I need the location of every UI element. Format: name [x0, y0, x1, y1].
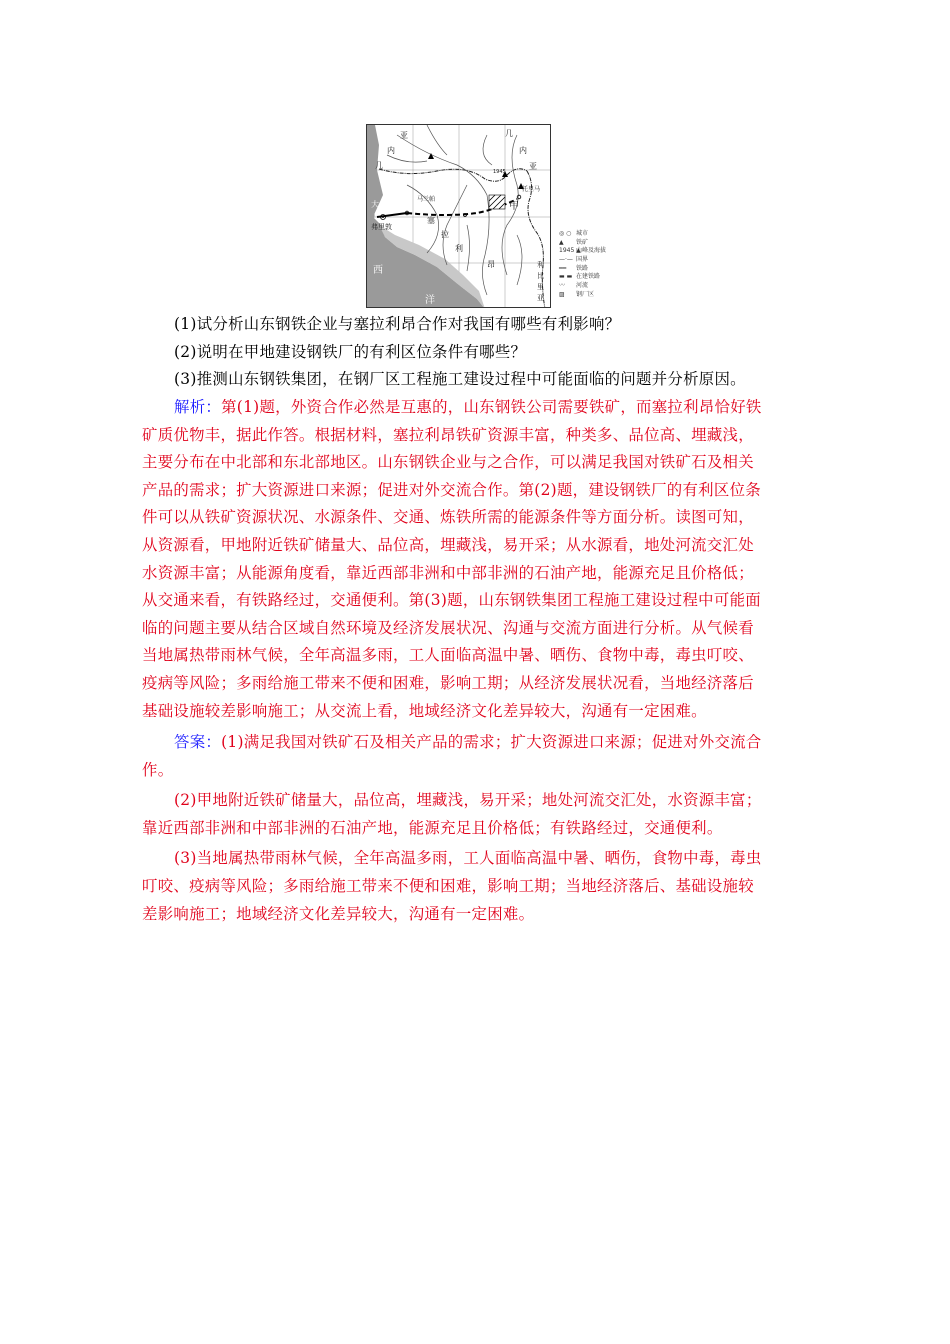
legend-item	[559, 273, 607, 282]
analysis-line: 临的问题主要从结合区域自然环境及经济发展状况、沟通与交流方面进行分析。从气候看	[142, 618, 754, 637]
map-label: 洋	[425, 295, 435, 306]
legend-symbol: ◎ ○	[559, 230, 572, 237]
analysis-line: 产品的需求；扩大资源进口来源；促进对外交流合作。第(2)题，建设钢铁厂的有利区位条	[142, 480, 761, 499]
legend-label: 国界	[576, 256, 589, 264]
answer-line: 叮咬、疫病等风险；多雨给施工带来不便和困难，影响工期；当地经济落后、基础设施较	[142, 876, 754, 895]
legend-label: 钢厂区	[576, 290, 595, 298]
legend-label: 铁矿	[576, 238, 589, 246]
map-label: 1945	[493, 169, 506, 175]
analysis-line: 基础设施较差影响施工；从交流上看，地域经济文化差异较大，沟通有一定困难。	[142, 701, 707, 720]
map-label: 西	[373, 265, 383, 276]
analysis-line: 疫病等风险；多雨给施工带来不便和困难，影响工期；从经济发展状况看，当地经济落后	[142, 673, 754, 692]
analysis-line: 从资源看，甲地附近铁矿储量大、品位高，埋藏浅，易开采；从水源看，地处河流交汇处	[142, 535, 754, 554]
legend-symbol: ▲	[559, 238, 564, 246]
legend-item	[559, 230, 607, 239]
legend-label: 河流	[576, 282, 589, 290]
map-label: 弗里敦	[371, 223, 392, 231]
legend-label: 在建铁路	[576, 273, 601, 281]
question-3: (3)推测山东钢铁集团，在钢厂区工程施工建设过程中可能面临的问题并分析原因。	[174, 370, 746, 389]
legend-label: 铁路	[576, 264, 589, 272]
map-label: 里	[537, 283, 544, 291]
map-svg	[367, 125, 551, 308]
legend-symbol: ▬ ▬	[559, 273, 573, 281]
analysis-line: 当地属热带雨林气候，全年高温多雨，工人面临高温中暑、晒伤、食物中毒，毒虫叮咬、	[142, 646, 754, 665]
question-2: (2)说明在甲地建设钢铁厂的有利区位条件有哪些？	[174, 342, 527, 361]
map-label: 亚	[537, 294, 544, 302]
answer-line: (2)甲地附近铁矿储量大，品位高，埋藏浅，易开采；地处河流交汇处，水资源丰富；	[174, 791, 762, 810]
sierra-leone-map	[366, 124, 606, 308]
map-label: 利	[455, 244, 463, 253]
analysis-block	[142, 394, 810, 725]
legend-item	[559, 247, 607, 256]
legend-symbol: 〰	[559, 282, 566, 290]
map-label: 拉	[441, 230, 449, 239]
answer-line: 作。	[142, 760, 174, 779]
question-1: (1)试分析山东钢铁企业与塞拉利昂合作对我国有哪些有利影响？	[174, 315, 621, 333]
analysis-line: 主要分布在中北部和东北部地区。山东钢铁企业与之合作，可以满足我国对铁矿石及相关	[142, 453, 754, 472]
analysis-text: 第(1)题，外资合作必然是互惠的，山东钢铁公司需要铁矿，而塞拉利昂恰好铁	[221, 398, 762, 416]
map-label: 几	[375, 161, 383, 170]
map-label: 内	[519, 146, 527, 155]
legend-symbol: —·—	[559, 256, 573, 264]
map-label: 塞	[427, 216, 435, 225]
map-label: 大	[371, 200, 379, 209]
answer-label: 答案：	[174, 733, 222, 751]
answer-line: 差影响施工；地域经济文化差异较大，沟通有一定困难。	[142, 904, 535, 923]
map-label: 甲	[509, 201, 519, 212]
map-label: 几	[505, 129, 513, 138]
legend-item	[559, 256, 607, 265]
answer-line: 靠近西部非洲和中部非洲的石油产地，能源充足且价格低；有铁路经过，交通便利。	[142, 818, 723, 837]
answer-block	[142, 729, 810, 928]
map-frame	[366, 124, 551, 308]
analysis-line	[142, 394, 810, 422]
legend-item	[559, 291, 607, 300]
map-legend	[559, 230, 607, 300]
legend-symbol: ▨	[559, 290, 565, 298]
map-label: 内	[387, 146, 395, 155]
legend-label: 城市	[576, 230, 589, 237]
analysis-label: 解析：	[174, 398, 222, 416]
iron-ore-marker	[428, 153, 434, 159]
map-label: 托里马	[522, 186, 541, 193]
map-label: 利	[537, 261, 544, 269]
analysis-line: 从交通来看，有铁路经过，交通便利。第(3)题，山东钢铁集团工程施工建设过程中可能面	[142, 591, 761, 610]
map-label: 比	[537, 272, 544, 280]
legend-label: 山峰及海拔	[576, 247, 607, 255]
answer-text: (1)满足我国对铁矿石及相关产品的需求；扩大资源进口来源；促进对外交流合	[221, 733, 762, 751]
legend-symbol: ━━	[559, 264, 567, 272]
legend-item	[559, 282, 607, 291]
map-label: 昂	[487, 260, 495, 269]
question-list	[142, 311, 810, 394]
map-label: 亚	[400, 131, 408, 140]
answer-line: (3)当地属热带雨林气候，全年高温多雨，工人面临高温中暑、晒伤，食物中毒，毒虫	[174, 849, 762, 868]
analysis-line: 件可以从铁矿资源状况、水源条件、交通、炼铁所需的能源条件等方面分析。读图可知，	[142, 508, 754, 527]
steel-plant-area	[489, 195, 505, 209]
map-label: 马兰帕	[417, 196, 436, 203]
analysis-line: 水资源丰富；从能源角度看，靠近西部非洲和中部非洲的石油产地，能源充足且价格低；	[142, 563, 754, 582]
analysis-line: 矿质优物丰，据此作答。根据材料，塞拉利昂铁矿资源丰富，种类多、品位高、埋藏浅，	[142, 425, 754, 444]
answer-line	[142, 729, 810, 757]
legend-symbol: 1945 ▲	[559, 247, 581, 255]
map-label: 亚	[529, 162, 537, 171]
